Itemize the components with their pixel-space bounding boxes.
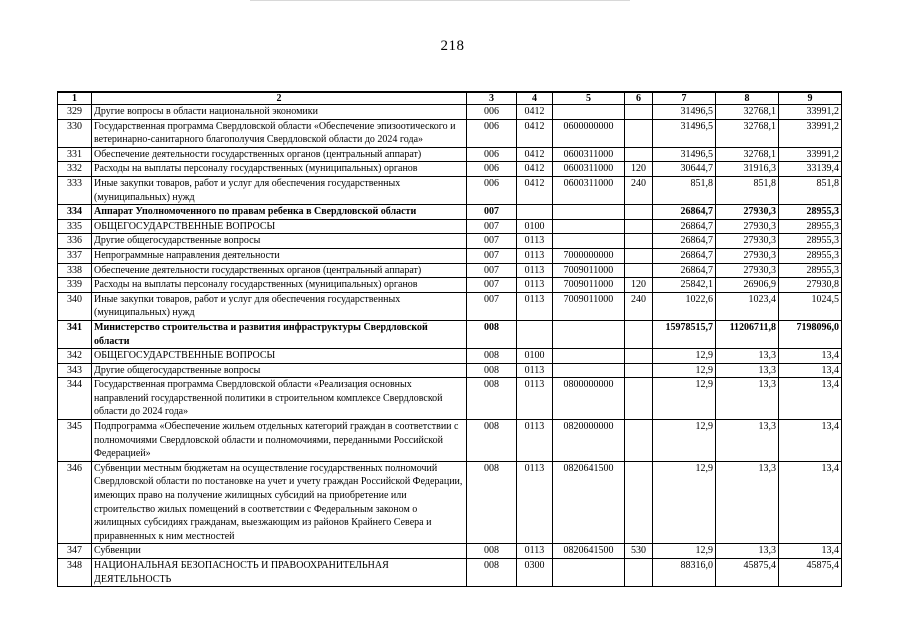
col-header: 9 — [779, 92, 842, 105]
code-section: 0113 — [517, 248, 553, 263]
code-section: 0113 — [517, 544, 553, 559]
row-name: Министерство строительства и развития инфраструктуры Свердловской области — [92, 320, 467, 348]
code-target: 7009011000 — [553, 263, 625, 278]
code-target: 0820641500 — [553, 544, 625, 559]
col-header: 8 — [716, 92, 779, 105]
col-header: 3 — [467, 92, 517, 105]
row-number: 342 — [58, 349, 92, 364]
code-section: 0113 — [517, 420, 553, 462]
code-target — [553, 219, 625, 234]
code-expense-type — [625, 378, 653, 420]
row-name: Другие вопросы в области национальной экономики — [92, 105, 467, 120]
col-header: 1 — [58, 92, 92, 105]
col-header: 7 — [653, 92, 716, 105]
code-target: 0820000000 — [553, 420, 625, 462]
code-section: 0412 — [517, 176, 553, 204]
row-number: 346 — [58, 461, 92, 544]
table-row — [58, 219, 842, 234]
code-admin: 007 — [467, 219, 517, 234]
col-header: 6 — [625, 92, 653, 105]
table-row — [58, 263, 842, 278]
code-section: 0412 — [517, 105, 553, 120]
code-expense-type — [625, 363, 653, 378]
code-target: 0600311000 — [553, 147, 625, 162]
code-admin: 008 — [467, 461, 517, 544]
code-target: 0600311000 — [553, 176, 625, 204]
amount-col8: 13,3 — [716, 420, 779, 462]
row-number: 336 — [58, 234, 92, 249]
row-name: Расходы на выплаты персоналу государственных (муниципальных) органов — [92, 278, 467, 293]
budget-table — [57, 91, 842, 587]
amount-col8: 32768,1 — [716, 105, 779, 120]
amount-col9: 28955,3 — [779, 248, 842, 263]
row-name: Государственная программа Свердловской области «Реализация основных направлений государственной политики в строительном комплексе Свердловской области до 2024 года» — [92, 378, 467, 420]
table-body — [58, 105, 842, 587]
code-admin: 008 — [467, 349, 517, 364]
row-number: 333 — [58, 176, 92, 204]
code-admin: 007 — [467, 248, 517, 263]
row-number: 338 — [58, 263, 92, 278]
row-name: Другие общегосударственные вопросы — [92, 363, 467, 378]
table-row — [58, 420, 842, 462]
code-expense-type — [625, 219, 653, 234]
code-target — [553, 320, 625, 348]
amount-col8: 32768,1 — [716, 147, 779, 162]
row-name: Государственная программа Свердловской области «Обеспечение эпизоотического и ветеринарно-санитарного благополучия Свердловской области до 2024 года» — [92, 119, 467, 147]
code-target — [553, 234, 625, 249]
row-number: 344 — [58, 378, 92, 420]
amount-col8: 1023,4 — [716, 292, 779, 320]
amount-col8: 13,3 — [716, 378, 779, 420]
code-expense-type: 120 — [625, 278, 653, 293]
code-expense-type — [625, 119, 653, 147]
code-expense-type — [625, 320, 653, 348]
row-name: ОБЩЕГОСУДАРСТВЕННЫЕ ВОПРОСЫ — [92, 219, 467, 234]
row-name: Непрограммные направления деятельности — [92, 248, 467, 263]
row-name: Субвенции местным бюджетам на осуществление государственных полномочий Свердловской области по постановке на учет и учету граждан Российской Федерации, имеющих право на получение жилищных субсидий на приобретение или строительство жилых помещений в соответствии с Федеральным законом о жилищных субсидиях гражданам, выезжающим из районов Крайнего Севера и приравненных к ним местностей — [92, 461, 467, 544]
amount-col9: 13,4 — [779, 378, 842, 420]
code-expense-type — [625, 205, 653, 220]
row-number: 348 — [58, 559, 92, 587]
table-row — [58, 162, 842, 177]
table-row — [58, 363, 842, 378]
code-section: 0113 — [517, 378, 553, 420]
code-admin: 006 — [467, 147, 517, 162]
table-row — [58, 105, 842, 120]
table-header-row — [58, 92, 842, 105]
code-target: 7000000000 — [553, 248, 625, 263]
amount-col7: 25842,1 — [653, 278, 716, 293]
row-number: 330 — [58, 119, 92, 147]
code-target — [553, 349, 625, 364]
table-row — [58, 205, 842, 220]
amount-col7: 88316,0 — [653, 559, 716, 587]
row-number: 331 — [58, 147, 92, 162]
amount-col8: 45875,4 — [716, 559, 779, 587]
code-admin: 008 — [467, 544, 517, 559]
row-number: 343 — [58, 363, 92, 378]
amount-col8: 27930,3 — [716, 248, 779, 263]
row-name: Обеспечение деятельности государственных органов (центральный аппарат) — [92, 147, 467, 162]
amount-col7: 12,9 — [653, 461, 716, 544]
row-name: Иные закупки товаров, работ и услуг для обеспечения государственных (муниципальных) нужд — [92, 176, 467, 204]
code-section: 0412 — [517, 147, 553, 162]
row-number: 329 — [58, 105, 92, 120]
code-target: 0600311000 — [553, 162, 625, 177]
amount-col9: 851,8 — [779, 176, 842, 204]
code-admin: 007 — [467, 263, 517, 278]
code-section: 0113 — [517, 363, 553, 378]
table-row — [58, 559, 842, 587]
amount-col8: 31916,3 — [716, 162, 779, 177]
code-expense-type — [625, 461, 653, 544]
amount-col9: 28955,3 — [779, 234, 842, 249]
code-target — [553, 205, 625, 220]
table-row — [58, 278, 842, 293]
code-section: 0100 — [517, 349, 553, 364]
amount-col8: 11206711,8 — [716, 320, 779, 348]
amount-col7: 12,9 — [653, 378, 716, 420]
code-admin: 008 — [467, 420, 517, 462]
row-name: Подпрограмма «Обеспечение жильем отдельных категорий граждан в соответствии с полномочиями Свердловской области и полномочиями, переданными Российской Федерацией» — [92, 420, 467, 462]
row-name: Аппарат Уполномоченного по правам ребенка в Свердловской области — [92, 205, 467, 220]
code-expense-type — [625, 349, 653, 364]
amount-col9: 45875,4 — [779, 559, 842, 587]
page-number: 218 — [440, 38, 465, 54]
row-name: Иные закупки товаров, работ и услуг для обеспечения государственных (муниципальных) нужд — [92, 292, 467, 320]
code-section: 0412 — [517, 119, 553, 147]
amount-col7: 12,9 — [653, 420, 716, 462]
amount-col9: 13,4 — [779, 363, 842, 378]
code-admin: 008 — [467, 378, 517, 420]
col-header: 5 — [553, 92, 625, 105]
code-admin: 006 — [467, 119, 517, 147]
table-row — [58, 320, 842, 348]
amount-col7: 26864,7 — [653, 234, 716, 249]
code-admin: 008 — [467, 320, 517, 348]
amount-col9: 13,4 — [779, 544, 842, 559]
code-section — [517, 320, 553, 348]
code-expense-type: 240 — [625, 176, 653, 204]
table-row — [58, 119, 842, 147]
row-name: ОБЩЕГОСУДАРСТВЕННЫЕ ВОПРОСЫ — [92, 349, 467, 364]
table-row — [58, 292, 842, 320]
amount-col8: 27930,3 — [716, 234, 779, 249]
row-number: 335 — [58, 219, 92, 234]
amount-col8: 13,3 — [716, 349, 779, 364]
amount-col7: 12,9 — [653, 544, 716, 559]
code-section: 0113 — [517, 234, 553, 249]
amount-col7: 15978515,7 — [653, 320, 716, 348]
row-name: Обеспечение деятельности государственных органов (центральный аппарат) — [92, 263, 467, 278]
code-admin: 007 — [467, 205, 517, 220]
code-section: 0412 — [517, 162, 553, 177]
amount-col7: 31496,5 — [653, 119, 716, 147]
amount-col8: 27930,3 — [716, 263, 779, 278]
row-number: 347 — [58, 544, 92, 559]
amount-col9: 13,4 — [779, 349, 842, 364]
row-number: 332 — [58, 162, 92, 177]
code-section: 0300 — [517, 559, 553, 587]
code-expense-type — [625, 147, 653, 162]
code-section: 0113 — [517, 461, 553, 544]
code-target: 7009011000 — [553, 292, 625, 320]
code-admin: 006 — [467, 176, 517, 204]
table-row — [58, 544, 842, 559]
code-section: 0100 — [517, 219, 553, 234]
amount-col7: 31496,5 — [653, 147, 716, 162]
code-admin: 007 — [467, 292, 517, 320]
code-section: 0113 — [517, 263, 553, 278]
row-name: Расходы на выплаты персоналу государственных (муниципальных) органов — [92, 162, 467, 177]
code-expense-type — [625, 234, 653, 249]
amount-col8: 32768,1 — [716, 119, 779, 147]
amount-col7: 12,9 — [653, 349, 716, 364]
amount-col8: 27930,3 — [716, 205, 779, 220]
amount-col8: 27930,3 — [716, 219, 779, 234]
table-row — [58, 248, 842, 263]
amount-col7: 26864,7 — [653, 205, 716, 220]
amount-col7: 26864,7 — [653, 263, 716, 278]
col-header: 2 — [92, 92, 467, 105]
amount-col9: 13,4 — [779, 461, 842, 544]
code-target: 0800000000 — [553, 378, 625, 420]
row-number: 340 — [58, 292, 92, 320]
table-row — [58, 378, 842, 420]
amount-col7: 1022,6 — [653, 292, 716, 320]
amount-col9: 1024,5 — [779, 292, 842, 320]
scan-top-edge — [250, 0, 630, 1]
amount-col7: 26864,7 — [653, 248, 716, 263]
code-expense-type — [625, 263, 653, 278]
code-expense-type: 530 — [625, 544, 653, 559]
code-target — [553, 105, 625, 120]
code-expense-type — [625, 105, 653, 120]
code-section: 0113 — [517, 278, 553, 293]
amount-col9: 33139,4 — [779, 162, 842, 177]
amount-col8: 13,3 — [716, 461, 779, 544]
amount-col9: 28955,3 — [779, 205, 842, 220]
amount-col9: 27930,8 — [779, 278, 842, 293]
code-target: 0600000000 — [553, 119, 625, 147]
amount-col9: 28955,3 — [779, 263, 842, 278]
amount-col8: 13,3 — [716, 363, 779, 378]
code-expense-type: 120 — [625, 162, 653, 177]
table-row — [58, 234, 842, 249]
amount-col7: 12,9 — [653, 363, 716, 378]
col-header: 4 — [517, 92, 553, 105]
code-admin: 008 — [467, 559, 517, 587]
code-target: 0820641500 — [553, 461, 625, 544]
code-section: 0113 — [517, 292, 553, 320]
amount-col9: 13,4 — [779, 420, 842, 462]
code-target — [553, 559, 625, 587]
code-expense-type — [625, 559, 653, 587]
code-section — [517, 205, 553, 220]
code-admin: 007 — [467, 278, 517, 293]
code-expense-type — [625, 248, 653, 263]
code-expense-type — [625, 420, 653, 462]
amount-col9: 33991,2 — [779, 147, 842, 162]
row-number: 337 — [58, 248, 92, 263]
amount-col9: 7198096,0 — [779, 320, 842, 348]
row-number: 345 — [58, 420, 92, 462]
row-number: 339 — [58, 278, 92, 293]
table-row — [58, 176, 842, 204]
amount-col7: 851,8 — [653, 176, 716, 204]
amount-col7: 31496,5 — [653, 105, 716, 120]
row-number: 334 — [58, 205, 92, 220]
amount-col9: 28955,3 — [779, 219, 842, 234]
row-name: НАЦИОНАЛЬНАЯ БЕЗОПАСНОСТЬ И ПРАВООХРАНИТЕЛЬНАЯ ДЕЯТЕЛЬНОСТЬ — [92, 559, 467, 587]
code-admin: 006 — [467, 162, 517, 177]
table-row — [58, 349, 842, 364]
row-number: 341 — [58, 320, 92, 348]
table-row — [58, 147, 842, 162]
code-admin: 008 — [467, 363, 517, 378]
amount-col9: 33991,2 — [779, 119, 842, 147]
amount-col8: 26906,9 — [716, 278, 779, 293]
amount-col8: 13,3 — [716, 544, 779, 559]
code-expense-type: 240 — [625, 292, 653, 320]
amount-col7: 26864,7 — [653, 219, 716, 234]
code-admin: 007 — [467, 234, 517, 249]
table-row — [58, 461, 842, 544]
code-target — [553, 363, 625, 378]
code-target: 7009011000 — [553, 278, 625, 293]
amount-col9: 33991,2 — [779, 105, 842, 120]
row-name: Субвенции — [92, 544, 467, 559]
amount-col8: 851,8 — [716, 176, 779, 204]
row-name: Другие общегосударственные вопросы — [92, 234, 467, 249]
amount-col7: 30644,7 — [653, 162, 716, 177]
code-admin: 006 — [467, 105, 517, 120]
